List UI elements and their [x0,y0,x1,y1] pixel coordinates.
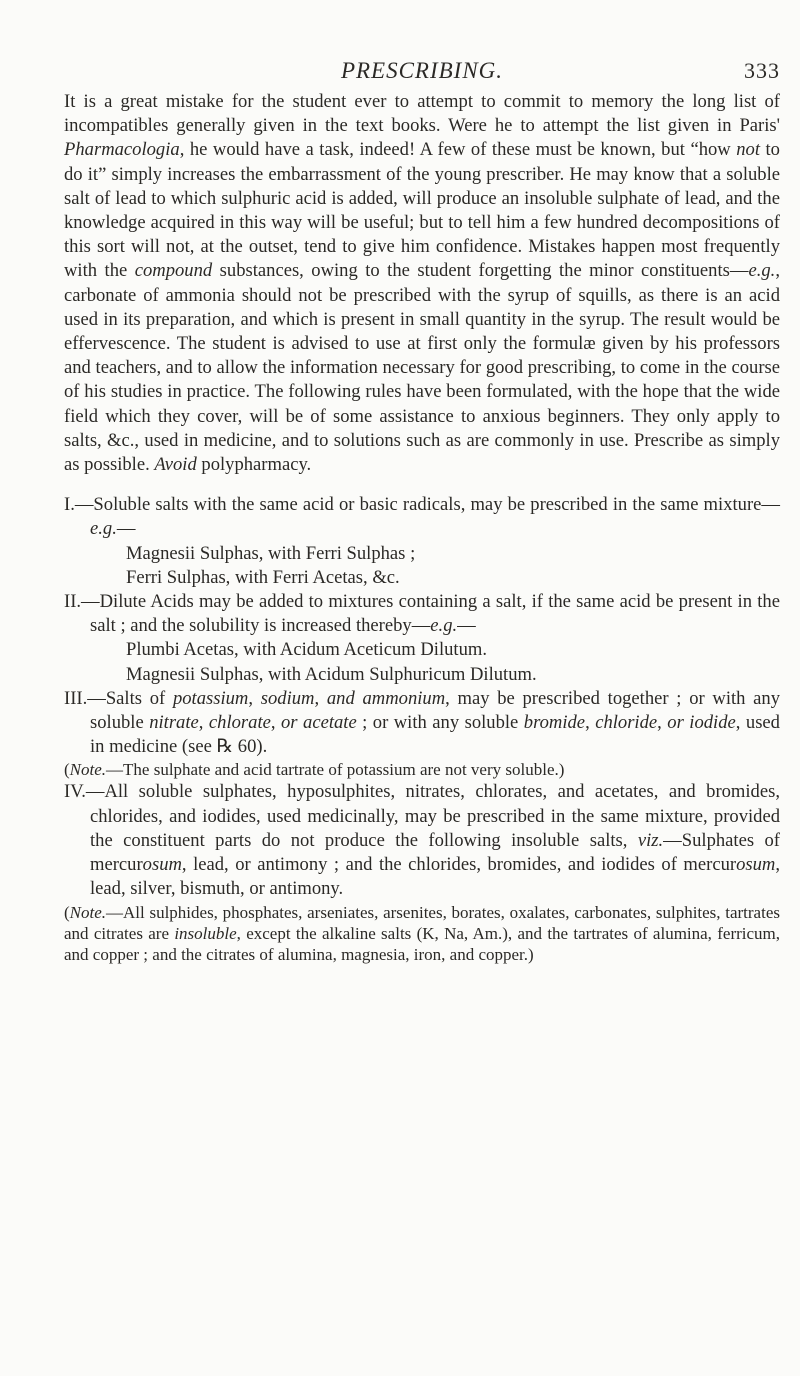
page-number: 333 [744,58,780,83]
rule-4-text: , lead, or antimony ; and the chlorides, bromides, and iodides of mercur [181,854,737,876]
rule-2-example-2: Magnesii Sulphas, with Acidum Sulphuricum Dilutum. [126,663,537,685]
rule-2-text: II.—Dilute Acids may be added to mixtures containing a salt, if the same acid be present in the salt ; and the solubility is increased thereby— [64,591,780,637]
intro-italic: compound [134,260,213,282]
rule-3-punct: , [314,687,320,709]
note-text: —The sulphate and acid tartrate of potassium are not very soluble.) [106,760,565,780]
rule-4-italic: osum [142,854,182,876]
running-header [64,58,780,88]
intro-text: , he would have a task, indeed! A few of these must be known, but “how [179,139,731,161]
rule-2-dash: — [457,615,476,637]
rule-4-text: , lead, silver, bismuth, or antimony. [90,854,780,900]
page-body [64,90,780,965]
intro-text: substances, owing to the student forgetting the minor constituents— [219,260,749,282]
rule-3-punct: , [657,712,662,734]
rule-4-text: —Sulphates of mercur [90,829,780,876]
rule-3 [64,687,780,760]
rule-3-italic: or [667,712,684,734]
rule-3-italic: potassium [172,687,249,709]
rule-4 [64,780,780,901]
intro-text: , carbonate of ammonia should not be prescribed with the syrup of squills, as there is an acid used in its preparation, and which is present in small quantity in the syrup. The result would be effervescence. The student is advised to use at first only the formulæ given by his professors and teachers, and to allow the information necessary for good prescribing, to come in the course of his studies in practice. The following rules have been formulated, with the hope that the wide field which they cover, will be of some assistance to anxious beginners. They only apply to salts, &c., used in medicine, and to solutions such as are commonly in use. Prescribe as simply as possible. [64,260,780,476]
rule-3-italic: bromide [523,712,586,734]
note-text: —All sulphides, phosphates, arseniates, arsenites, borates, oxalates, carbonates, sulphites, tartrates and citrates are [64,902,780,943]
rule-3-text: , may be prescribed together ; or with any soluble [90,687,781,734]
rule-1-example-1: Magnesii Sulphas, with Ferri Sulphas ; [126,542,416,564]
rule-4-italic: viz. [637,829,664,851]
rule-2-eg: e.g. [430,615,458,637]
rule-1 [64,493,780,541]
intro-text: to do it” simply increases the embarrassment of the young prescriber. He may know that a soluble salt of lead to which sulphuric acid is added, will produce an insoluble sulphate of lead, and the knowledge acquired in this way will be useful; but to tell him a few hundred decompositions of this sort will not, at the outset, tend to give him confidence. Mistakes happen most frequently with the [64,139,780,282]
rule-3-italic: acetate [303,712,357,734]
rule-3-text: , used in medicine (see ℞ 60). [90,712,780,758]
rule-3-italic: or [281,712,298,734]
note-label: Note. [69,760,107,780]
intro-text: polypharmacy. [201,454,312,476]
note-italic: insoluble [174,923,237,943]
rule-2 [64,590,780,638]
rule-2-example-1: Plumbi Acetas, with Acidum Aceticum Dilutum. [126,639,487,661]
rule-3-note: (Note.—The sulphate and acid tartrate of potassium are not very soluble.) [64,760,565,780]
rule-3-italic: chlorate [208,712,271,734]
intro-italic: Pharmacologia [64,139,180,161]
rule-3-italic: and [326,687,355,709]
rule-3-text: III.—Salts of [64,687,166,709]
rule-1-dash: — [116,518,136,540]
rule-3-text: ; or with any soluble [362,712,519,734]
rule-3-punct: , [585,712,590,734]
rule-1-example-2: Ferri Sulphas, with Ferri Acetas, &c. [126,566,400,588]
rule-1-eg: e.g. [90,518,117,540]
rule-3-italic: chloride [595,712,658,734]
intro-italic: Avoid [154,454,197,476]
rule-1-text: I.—Soluble salts with the same acid or basic radicals, may be prescribed in the same mixture— [64,494,780,516]
note-label: Note. [69,902,107,922]
rule-4-note: (Note.—All sulphides, phosphates, arseniates, arsenites, borates, oxalates, carbonates, sulphites, tartrates and citrates are insoluble, except the alkaline salts (K, Na, Am.), and the tartrates of alumina, ferricum, and copper ; and the citrates of alumina, magnesia, iron, and copper.) [64,902,781,964]
rule-3-italic: iodide [689,712,736,734]
rule-3-punct: , [248,687,254,709]
rule-4-italic: osum [736,854,776,876]
running-title: PRESCRIBING. [340,58,504,83]
intro-italic: e.g. [748,260,776,282]
note-text: , except the alkaline salts (K, Na, Am.), and the tartrates of alumina, ferricum, and copper ; and the citrates of alumina, magnesia, iron, and copper.) [64,923,781,964]
rule-3-punct: , [270,712,276,734]
rule-3-punct: , [198,712,204,734]
intro-italic: not [736,139,760,161]
intro-text: It is a great mistake for the student ever to attempt to commit to memory the long list of incompatibles generally given in the text books. Were he to attempt the list given in Paris' [64,91,780,137]
intro-paragraph [64,90,780,477]
rule-3-italic: sodium [260,687,315,709]
rule-3-italic: ammonium [362,687,446,709]
rule-4-text: IV.—All soluble sulphates, hyposulphites, nitrates, chlorates, and acetates, and bromides, chlorides, and iodides, used medicinally, may be prescribed in the same mixture, provided the constituent parts do not produce the following insoluble salts, [64,781,780,851]
rule-3-italic: nitrate [149,712,199,734]
